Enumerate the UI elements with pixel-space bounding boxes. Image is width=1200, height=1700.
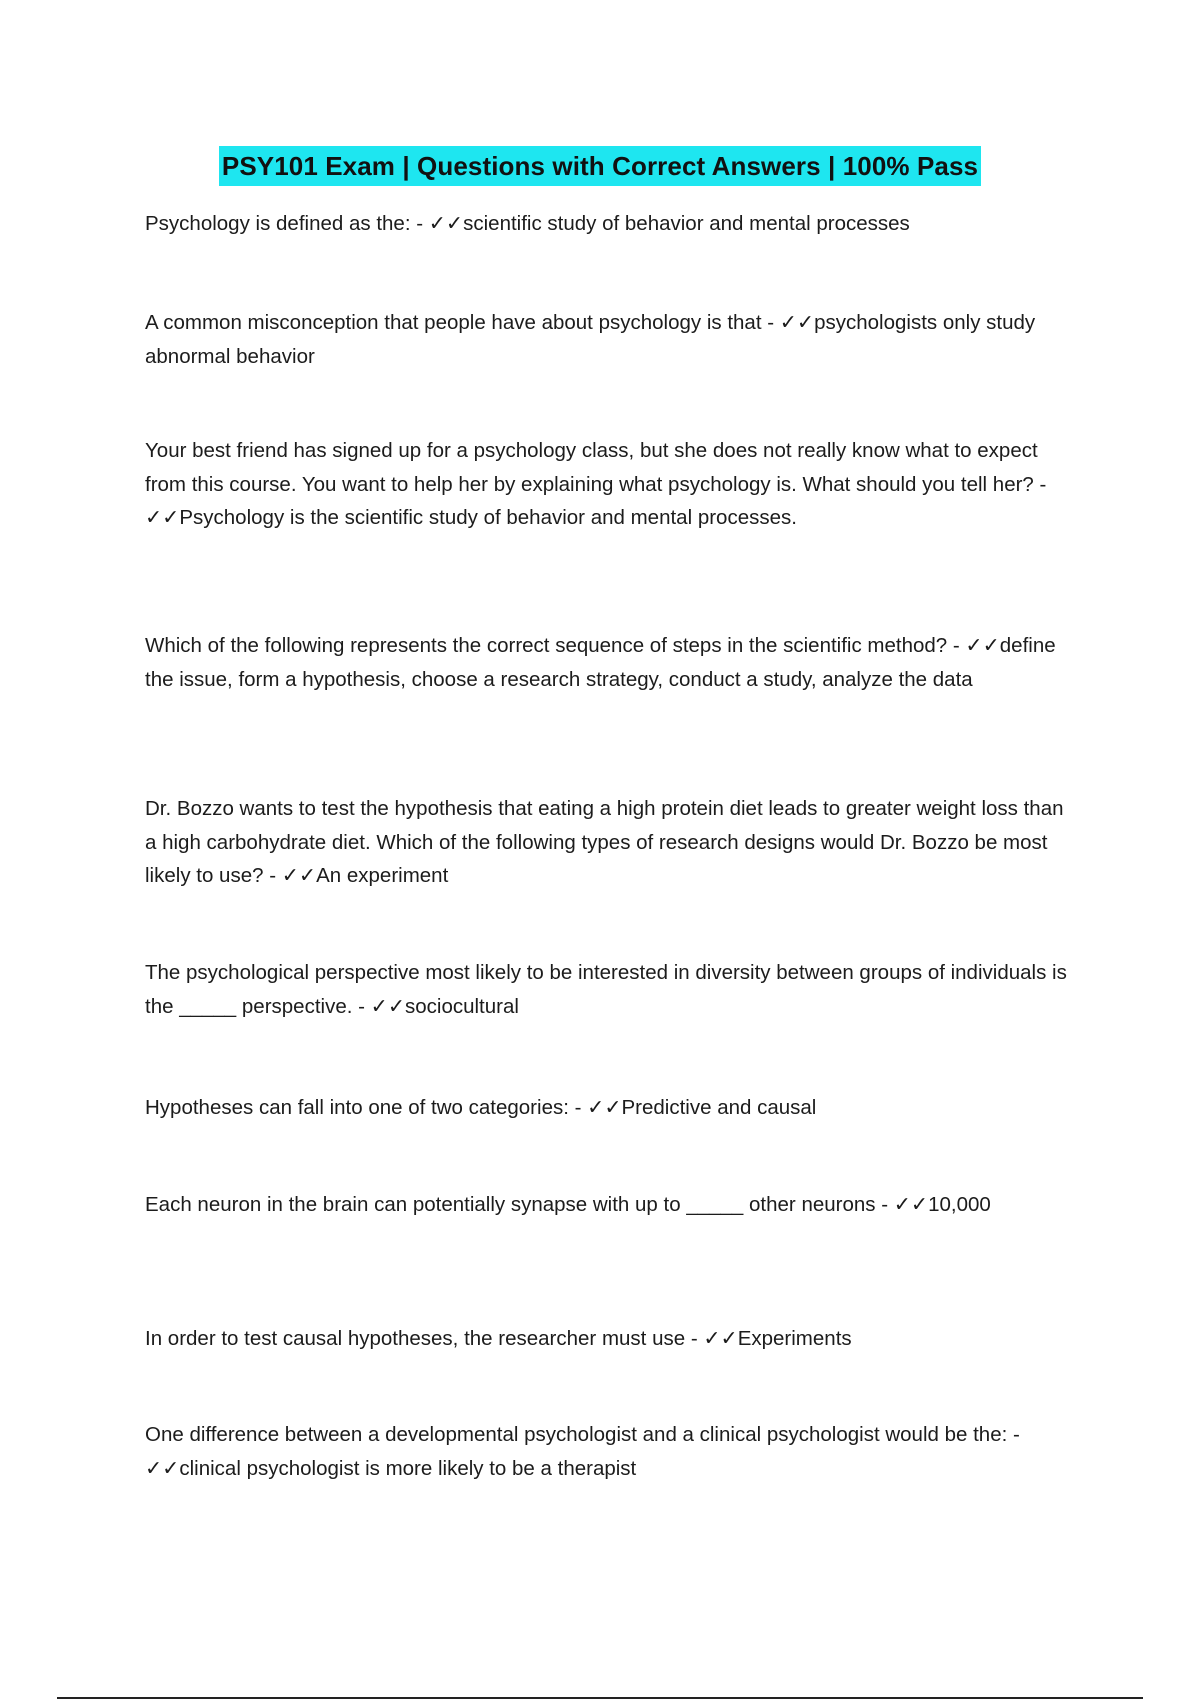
answer-text: Experiments [737, 1327, 852, 1350]
double-check-icon: ✓✓ [281, 864, 317, 887]
answer-text: clinical psychologist is more likely to be a therapist [179, 1456, 637, 1480]
question-text: Your best friend has signed up for a psychology class, but she does not really know what to expect from this course. You want to help her by explaining what psychology is. What should you tell her? - [145, 439, 1047, 496]
answer-text: sociocultural [405, 994, 519, 1018]
double-check-icon: ✓✓ [145, 1456, 180, 1480]
footer-divider [57, 1697, 1143, 1699]
question-text: One difference between a developmental psychologist and a clinical psychologist would be the: - [145, 1423, 1020, 1446]
double-check-icon: ✓✓ [703, 1327, 738, 1350]
qa-item-5 [145, 792, 1070, 893]
answer-text: psychologists only study abnormal behavior [145, 311, 1036, 368]
qa-item-7 [145, 1091, 1070, 1125]
answer-text: define the issue, form a hypothesis, choose a research strategy, conduct a study, analyze the data [145, 634, 1056, 691]
qa-item-2 [145, 306, 1070, 373]
double-check-icon: ✓✓ [370, 994, 405, 1018]
double-check-icon: ✓✓ [428, 212, 464, 235]
double-check-icon: ✓✓ [965, 634, 1000, 657]
question-text: Psychology is defined as the: - [145, 212, 429, 235]
qa-item-10 [145, 1418, 1070, 1485]
question-text: Which of the following represents the correct sequence of steps in the scientific method? - [145, 634, 966, 657]
double-check-icon: ✓✓ [779, 311, 815, 334]
title-container [0, 146, 1200, 186]
answer-text: Psychology is the scientific study of behavior and mental processes. [179, 506, 797, 529]
document-title: PSY101 Exam | Questions with Correct Answers | 100% Pass [219, 146, 981, 186]
question-text: The psychological perspective most likely to be interested in diversity between groups of individuals is the _____ perspective. - [145, 961, 1067, 1018]
question-text: Dr. Bozzo wants to test the hypothesis that eating a high protein diet leads to greater weight loss than a high carbohydrate diet. Which of the following types of research designs would Dr. Bozzo be most likely to use? - [145, 797, 1064, 887]
qa-item-3 [145, 434, 1070, 535]
answer-text: scientific study of behavior and mental processes [463, 212, 910, 235]
qa-item-8 [145, 1188, 1070, 1222]
double-check-icon: ✓✓ [587, 1096, 622, 1119]
qa-item-9 [145, 1322, 1070, 1356]
question-text: In order to test causal hypotheses, the researcher must use - [145, 1327, 704, 1350]
answer-text: An experiment [316, 864, 449, 887]
answer-text: 10,000 [928, 1193, 991, 1216]
answer-text: Predictive and causal [621, 1096, 817, 1119]
qa-item-6 [145, 956, 1070, 1023]
question-text: Hypotheses can fall into one of two categories: - [145, 1096, 588, 1119]
question-text: Each neuron in the brain can potentially synapse with up to _____ other neurons - [145, 1193, 894, 1216]
qa-item-4 [145, 629, 1070, 696]
question-text: A common misconception that people have about psychology is that - [145, 311, 780, 334]
double-check-icon: ✓✓ [145, 506, 180, 529]
double-check-icon: ✓✓ [893, 1193, 929, 1216]
qa-item-1 [145, 207, 1070, 241]
